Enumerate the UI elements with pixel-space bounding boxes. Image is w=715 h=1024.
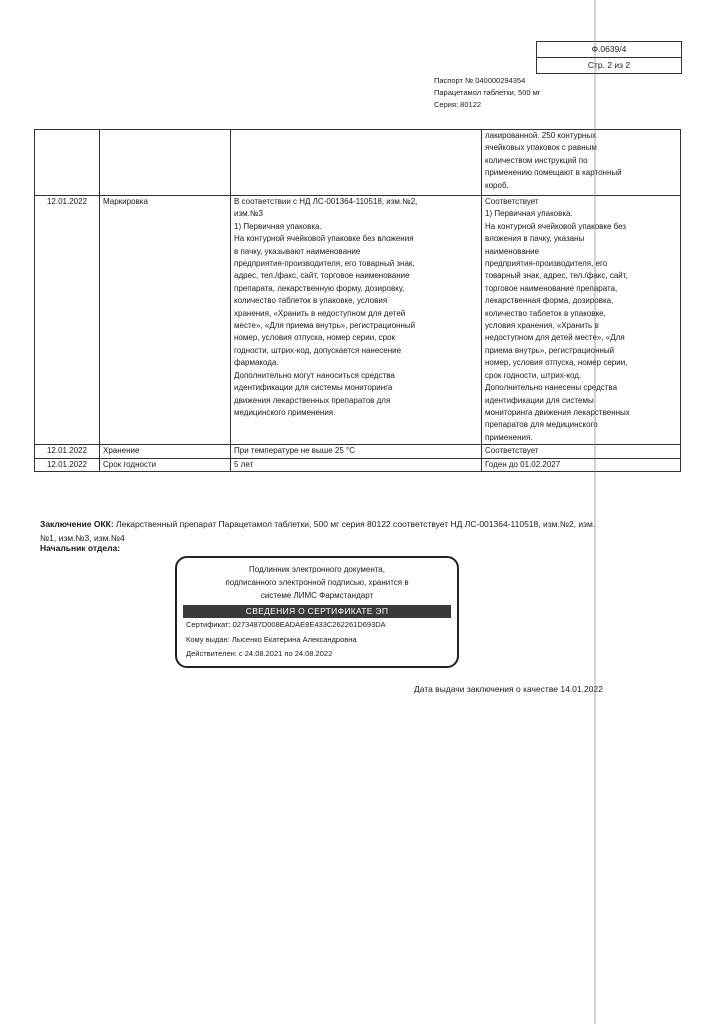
table-row xyxy=(35,130,681,196)
passport-number: Паспорт № 040000294354 xyxy=(434,76,526,85)
indicator-cell xyxy=(100,130,231,196)
result-cell: Соответствует xyxy=(482,445,681,458)
date-cell: 12.01.2022 xyxy=(35,458,100,471)
form-code: Ф.0639/4 xyxy=(591,44,627,54)
issue-date: Дата выдачи заключения о качестве 14.01.2022 xyxy=(414,684,603,694)
table-row xyxy=(35,196,681,445)
certificate-number: Сертификат: 0273487D008EADAE8E433C262261D693DA xyxy=(186,620,386,629)
requirement-cell xyxy=(231,130,482,196)
signature-stamp xyxy=(175,556,459,668)
series-number: Серия: 80122 xyxy=(434,100,482,109)
date-cell xyxy=(35,130,100,196)
passport-block xyxy=(434,75,541,111)
validity: Действителен: с 24.08.2021 по 24.08.2022 xyxy=(186,649,333,658)
requirement-cell: В соответствии с НД ЛС-001364-110518, изм.№2, изм.№3 1) Первичная упаковка. На контурной ячейковой упаковке без вложения в пачку, указывают наименование предприятия-производителя, его товарный знак, адрес, тел./факс, сайт, торговое наименование препарата, лекарственную форму, дозировку, количество таблеток в упаковке, условия хранения, «Хранить в недоступном для детей месте», «Для приема внутрь», регистрационный номер, условия отпуска, номер серии, срок годности, штрих-код, допускается нанесение фармакода. Дополнительно могут наноситься средства идентификации для системы мониторинга движения лекарственных препаратов для медицинского применения. xyxy=(231,196,482,445)
indicator-cell: Маркировка xyxy=(100,196,231,445)
table-row xyxy=(35,445,681,458)
conclusion-label: Заключение ОКК: xyxy=(40,519,114,529)
indicator-cell: Срок годности xyxy=(100,458,231,471)
page-number: Стр. 2 из 2 xyxy=(537,57,681,73)
stamp-title: СВЕДЕНИЯ О СЕРТИФИКАТЕ ЭП xyxy=(183,605,451,618)
result-cell: Соответствует 1) Первичная упаковка. На контурной ячейковой упаковке без вложения в пачку, указаны наименование предприятия-производителя, его товарный знак, адрес, тел./факс, сайт, торговое наименование препарата, лекарственная форма, дозировка, количество таблеток в упаковке, условия хранения, «Хранить в недоступном для детей месте», «Для приема внутрь», регистрационный номер, условия отпуска, номер серии, срок годности, штрих-код. Дополнительно нанесены средства идентификации для системы мониторинга движения лекарственных препаратов для медицинского применения. xyxy=(482,196,681,445)
product-name: Парацетамол таблетки, 500 мг xyxy=(434,88,541,97)
conclusion xyxy=(40,517,600,545)
conclusion-text: Лекарственный препарат Парацетамол таблетки, 500 мг серия 80122 соответствует НД ЛС-001364-110518, изм.№2, изм.№1, изм.№3, изм.№4 xyxy=(40,519,596,543)
result-cell: Годен до 01.02.2027 xyxy=(482,458,681,471)
date-cell: 12.01.2022 xyxy=(35,445,100,458)
head-of-department: Начальник отдела: xyxy=(40,543,121,553)
table-row xyxy=(35,458,681,471)
requirement-cell: 5 лет xyxy=(231,458,482,471)
quality-table xyxy=(34,129,681,472)
date-cell: 12.01.2022 xyxy=(35,196,100,445)
stamp-intro: Подлинник электронного документа, подписанного электронной подписью, хранится в системе ЛИМС Фармстандарт xyxy=(225,565,409,600)
result-cell: лакированной. 250 контурных ячейковых упаковок с равным количеством инструкций по применению помещают в картонный короб. xyxy=(482,130,681,196)
indicator-cell: Хранение xyxy=(100,445,231,458)
scan-artifact-line xyxy=(594,0,596,1024)
issued-to: Кому выдан: Лысенко Екатерина Александровна xyxy=(186,634,357,644)
form-code-box xyxy=(536,41,682,74)
requirement-cell: При температуре не выше 25 °С xyxy=(231,445,482,458)
